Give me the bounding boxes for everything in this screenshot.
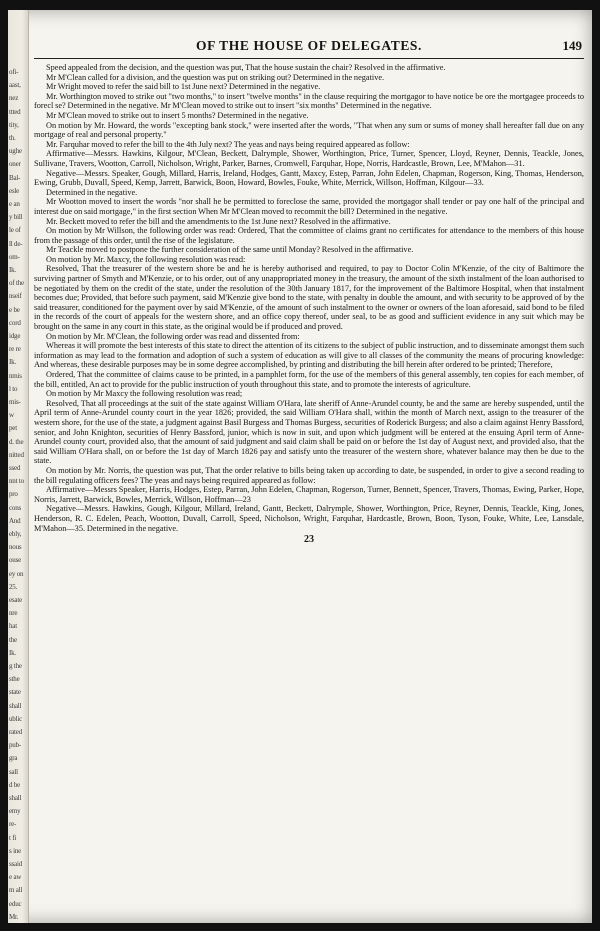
previous-page-fragment: shall: [9, 794, 22, 802]
previous-page-fragment: d. the: [9, 437, 24, 446]
previous-page-fragment: cons: [9, 503, 22, 512]
previous-page-fragment: cord: [9, 318, 21, 327]
previous-page-fragment: pro: [9, 490, 18, 499]
previous-page-fragment: sall: [9, 767, 18, 776]
previous-page-fragment: ouse: [9, 556, 22, 565]
order-text: Ordered, That the committee of claims cause to be printed, in a pamphlet form, for the use of the members of this general assembly, ten copies for each member, of the bill, entitled, An act to provide for the public instruction of youth throughout this state, and to promote the interests of agriculture.: [34, 370, 584, 389]
previous-page-fragment: sthe: [9, 675, 20, 684]
previous-page-fragment: ey on: [9, 569, 24, 578]
previous-page-fragment: e aw: [9, 873, 22, 882]
previous-page-fragment: y bill: [9, 213, 23, 222]
paragraph: On motion by Mr Willson, the following order was read: Ordered, That the committee of claims grant no certificates for attendance to the members of this house from the passage of this order, until the rise of the legislature.: [34, 226, 584, 245]
previous-page-edge: [8, 10, 29, 923]
previous-page-fragment: gra: [9, 754, 18, 763]
previous-page-fragment: pub-: [9, 741, 22, 750]
previous-page-fragment: ll de-: [9, 239, 23, 248]
page-header: [34, 38, 584, 59]
paragraph: Mr Teackle moved to postpone the further consideration of the same until Monday? Resolved in the affirmative.: [46, 245, 414, 255]
previous-page-fragment: Bal-: [9, 173, 21, 182]
body-text: [34, 63, 584, 533]
signature-mark: 23: [304, 534, 314, 546]
previous-page-fragment: w: [9, 411, 14, 420]
previous-page-fragment: esle: [9, 186, 20, 195]
previous-page-fragment: Mr.: [9, 912, 19, 921]
previous-page-fragment: ughe: [9, 147, 22, 156]
paragraph: Whereas it will promote the best interests of this state to direct the attention of its citizens to the subject of public instruction, and to disseminate amongst them such information as may lead to the formation and adoption of such a system of education as will give to all classes of the community the means of procuring knowledge: And whereas, these desirable purposes may be in some degree accomplished, by printing and distributing the bill herein after ordered to be printed; Therefore,: [34, 341, 584, 370]
previous-page-fragment: e be: [9, 305, 20, 314]
previous-page-fragment: mis-: [9, 398, 21, 406]
previous-page-fragment: nseif: [9, 292, 22, 301]
page-content: [34, 38, 584, 545]
previous-page-fragment: emy: [9, 807, 21, 816]
previous-page-fragment: e an: [9, 200, 20, 208]
previous-page-fragment: nous: [9, 543, 22, 552]
paragraph: Determined in the negative.: [46, 187, 138, 197]
previous-page-fragment: state: [9, 688, 21, 697]
previous-page-fragment: the: [9, 635, 17, 644]
previous-page-fragment: s ine: [9, 846, 22, 855]
previous-page-fragment: aast,: [9, 81, 21, 90]
previous-page-fragment: d be: [9, 780, 21, 789]
previous-page-fragment: ssed: [9, 464, 21, 472]
previous-page-fragment: le of: [9, 226, 21, 235]
previous-page-fragment: ofi-: [9, 68, 19, 76]
paragraph: On motion by Mr Maxcy the following resolution was read;: [46, 389, 243, 399]
previous-page-fragment: educ: [9, 899, 22, 908]
paragraph: On motion by Mr. M'Clean, the following order was read and dissented from:: [46, 331, 300, 341]
vote-list-affirmative: Affirmative—Messrs Speaker, Harris, Hodges, Estep, Parran, John Edelen, Chapman, Rogerson, Turner, Bennett, Spencer, Travers, Thomas, Ewing, Parker, Hope, Norris, Jarrett, Barwick, Bowles, Merrick, Willson, Hoffman—23: [34, 485, 584, 504]
resolution-text: Resolved, That all proceedings at the suit of the state against William O'Hara, late sheriff of Anne-Arundel county, be and the same are hereby suspended, until the April term of Anne-Arundel county court in the year 1826; provided, the said William O'Hara shall, within the month of March next, assign to the treasurer of the western shore, for the use of the state, a judgment against Basil Burgess and Thomas Burgess, securities of Roderick Burgess; and also a claim against Henry Bassford, senior, and John Knighton, securities of Henry Bassford, junior, which is now in suit, and upon which judgment will be entered at the ensuing April term of Anne-Arundel county court, provided also, that the amount of said judgment and said claim shall be paid on or before the 1st day of August next, and provided also, that the said William O'Hara shall, on or before the 1st day of March 1826 pay and satisfy unto the treasurer of the western shore, whatever balance may then be due to the state.: [34, 398, 584, 466]
previous-page-fragment: 25.: [9, 582, 18, 591]
previous-page-fragment: m all: [9, 886, 23, 895]
previous-page-fragment: pet: [9, 424, 17, 433]
paragraph: On motion by Mr. Norris, the question was put, That the order relative to bills being taken up according to date, be suspended, in order to give a second reading to the bill regulating officers fees? The yeas and nays being required appeared as follow:: [34, 465, 584, 485]
paragraph: Mr M'Clean called for a division, and the question was put on striking out? Determined in the negative.: [46, 72, 385, 82]
previous-page-fragment: om-: [9, 252, 20, 261]
previous-page-fragment: Ik.: [9, 358, 16, 367]
previous-page-fragment: nnt to: [9, 477, 24, 486]
running-head: OF THE HOUSE OF DELEGATES.: [195, 38, 423, 53]
previous-page-fragment: th.: [9, 134, 16, 142]
previous-page-fragment: hat: [9, 622, 17, 631]
paragraph: On motion by Mr. Maxcy, the following resolution was read:: [46, 254, 246, 264]
previous-page-fragment: ssaid: [9, 860, 23, 868]
previous-page-fragment: l to: [9, 384, 18, 393]
previous-page-fragment: shall: [9, 701, 22, 710]
previous-page-fragment: nre: [9, 609, 18, 618]
page-number: 149: [562, 38, 582, 53]
vote-list-negative: Negative—Messrs. Speaker, Gough, Millard, Harris, Ireland, Hodges, Gantt, Maxcy, Estep, Parran, John Edelen, Chapman, Rogerson, King, Thomas, Henderson, Ewing, Grubb, Duvall, Speed, Kemp, Jarrett, Barwick, Boon, Howard, Bowles, Fouke, White, Merrick, Willson, Hoffman, Kilgour—33.: [34, 168, 584, 188]
paragraph: Mr M'Clean moved to strike out to insert 5 months? Determined in the negative.: [46, 110, 309, 120]
previous-page-fragment: oner: [9, 160, 21, 169]
previous-page-fragment: re-: [9, 820, 17, 829]
previous-page-fragment: And: [9, 516, 21, 525]
paragraph: On motion by Mr. Howard, the words "excepting bank stock," were inserted after the words, "That when any sum or sums of money shall hereafter fall due on any mortgage of real and personal property.": [34, 120, 584, 140]
paragraph: Mr. Beckett moved to refer the bill and the amendments to the 1st June next? Resolved in the affirmative.: [46, 216, 391, 226]
previous-page-fragment: g the: [9, 662, 22, 670]
paragraph: Mr Wootton moved to insert the words "nor shall he be permitted to foreclose the same, provided the mortgagor shall tender or pay one half of the principal and interest due on said mortgage," in the first section When Mr M'Clean moved to recommit the bill? Determined in the negative.: [34, 197, 584, 216]
paragraph: Mr. Worthington moved to strike out "two months," to insert "twelve months" in the clause requiring the mortgagor to have notice be ore the mortgagee proceeds to forecl se? Determined in the negative. Mr M'Clean moved to strike out to insert "six months" Determined in the negative.: [34, 91, 584, 111]
previous-page-fragment: nmis: [9, 371, 22, 380]
previous-page-fragment: tity,: [9, 120, 19, 129]
paragraph: Speed appealed from the decision, and the question was put, That the house sustain the chair? Resolved in the affirmative.: [46, 63, 446, 72]
previous-page-fragment: ublic: [9, 714, 22, 723]
previous-page-fragment: re re: [9, 345, 21, 354]
previous-page-fragment: esate: [9, 596, 22, 604]
previous-page-fragment: Ik.: [9, 266, 16, 274]
book-page: [8, 10, 592, 923]
paragraph: Mr. Farquhar moved to refer the bill to the 4th July next? The yeas and nays being required appeared as follow:: [46, 139, 410, 149]
previous-page-fragment: ebly,: [9, 530, 22, 538]
previous-page-fragment: rated: [9, 728, 22, 736]
paragraph: Mr Wright moved to refer the said bill to 1st June next? Determined in the negative.: [46, 82, 321, 92]
previous-page-fragment: ttted: [9, 107, 21, 116]
previous-page-fragment: t fi: [9, 833, 17, 842]
previous-page-fragment: of the: [9, 279, 24, 288]
previous-page-fragment: nez: [9, 94, 19, 103]
previous-page-fragment: Ik.: [9, 648, 16, 657]
resolution-text: Resolved, That the treasurer of the western shore be and he is hereby authorised and required, to pay to Doctor Colin M'Kenzie, of the city of Baltimore the surviving partner of Smyth and M'Kenzie, or to his order, out of any unappropriated money in the treasury, the amount of the sixth instalment of the loan authorised to be negotiated by them on the credit of the state, under the resolution of the 30th January 1817, for the improvement of the Baltimore Hospital, when that instalment becomes due; Provided, that before such payment, said M'Kenzie give bond to the state, with penalty in double the amount, and with security to be approved of by the said treasurer, conditioned for the payment over by said M'Kenzie, of the amount of such instalment to the owner or owners of the loan aforesaid, said bond to be filed in the records of the court of appeals for the western shore, and an office copy thereof, under seal, to be as good and sufficient evidence in any suit which may be brought on the same in any court in this state, as the original would be if produced and proved.: [34, 264, 584, 332]
vote-list-negative: Negative—Messrs. Hawkins, Gough, Kilgour, Millard, Ireland, Gantt, Beckett, Dalrymple, Shower, Worthington, Price, Reyner, Dennis, Teackle, King, Jones, Henderson, R. C. Edelen, Peach, Wootton, Duvall, Carroll, Speed, Nicholson, Wright, Farquhar, Hardcastle, Brown, Boon, Tyson, Fouke, White, Lee, Lansdale, M'Mahon—35. Determined in the negative.: [34, 504, 584, 533]
previous-page-fragment: idge: [9, 332, 21, 340]
vote-list-affirmative: Affirmative—Messrs. Hawkins, Kilgour, M'Clean, Beckett, Dalrymple, Shower, Worthington, Price, Turner, Spencer, Lloyd, Reyner, Dennis, Teackle, Jones, Sullivane, Travers, Wootton, Carroll, Nicholson, Wright, Parker, Barnes, Cromwell, Farquhar, Hope, Norris, Hardcastle, Brown, Lee, M'Mahon—31.: [34, 149, 584, 168]
previous-page-fragment: nitted: [9, 450, 24, 459]
